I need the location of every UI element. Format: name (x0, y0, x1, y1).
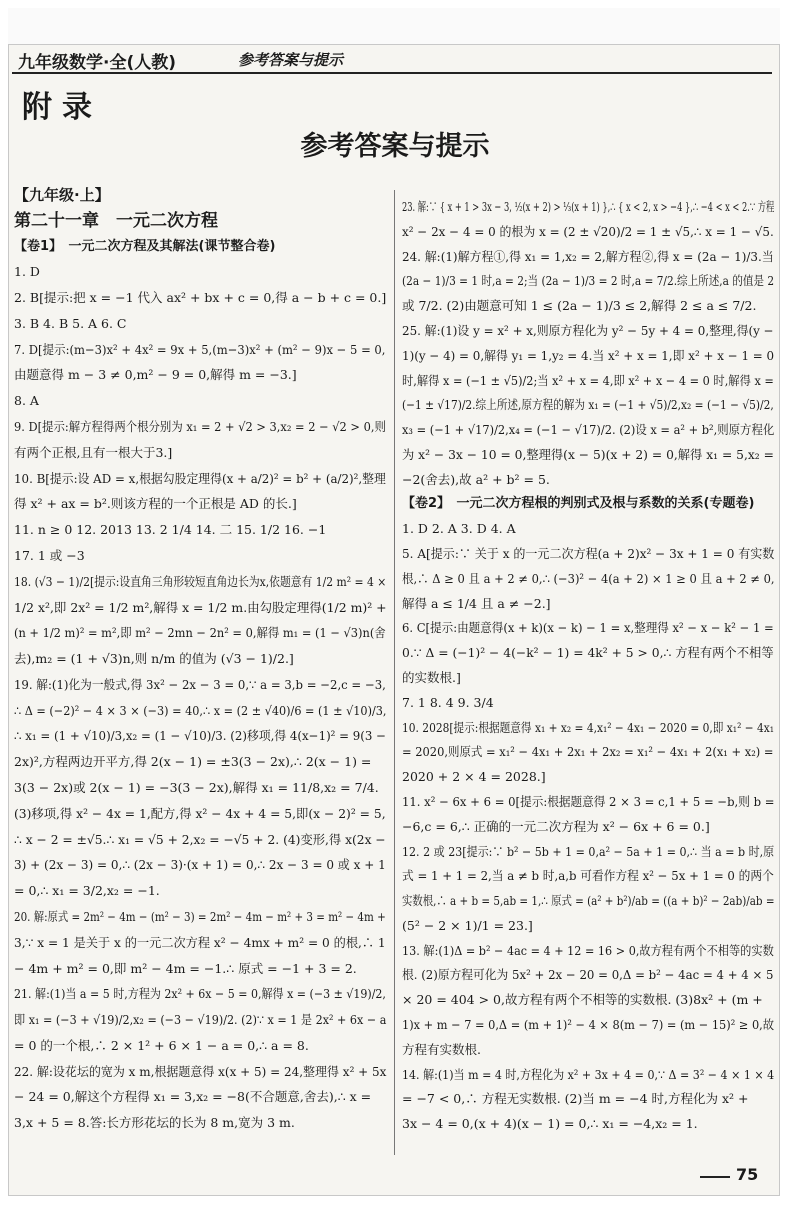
answer-line: = −7 < 0,∴ 方程无实数根. (2)当 m = −4 时,方程化为 x² + (402, 1091, 749, 1107)
answer-line: 解得 a ≤ 1/4 且 a ≠ −2.] (402, 595, 551, 611)
page-number-dash (700, 1176, 730, 1178)
answer-line: (−1 ± √17)/2.综上所述,原方程的解为 x₁ = (−1 + √5)/2,x₂ = (−1 − √5)/2, (402, 397, 774, 413)
answer-line: ∴ x₁ = (1 + √10)/3,x₂ = (1 − √10)/3. (2)移项,得 4(x−1)² = 9(3 − (14, 728, 387, 744)
top-strip (8, 8, 780, 44)
answer-line: 1)(y − 4) = 0,解得 y₁ = 1,y₂ = 4.当 x² + x = 1,即 x² + x − 1 = 0 (402, 347, 775, 363)
answer-line: 2020 + 2 × 4 = 2028.] (402, 769, 546, 785)
answer-line: 22. 解:设花坛的宽为 x m,根据题意得 x(x + 5) = 24,整理得 x² + 5x (14, 1063, 387, 1079)
answer-line: 23. 解:∵ { x + 1 > 3x − 3, ½(x + 2) > ⅓(x + 1) },∴ { x < 2, x > −4 },∴ −4 < x < 2.∵ 方程 (402, 199, 775, 214)
answer-line: 9. D[提示:解方程得两个根分别为 x₁ = 2 + √2 > 3,x₂ = 2 − √2 > 0,则 (14, 419, 386, 435)
answer-line: 14. 解:(1)当 m = 4 时,方程化为 x² + 3x + 4 = 0,∵ Δ = 3² − 4 × 1 × 4 (402, 1066, 775, 1082)
answer-line: 1. D 2. A 3. D 4. A (402, 521, 516, 537)
answer-line: 6. C[提示:由题意得(x + k)(x − k) − 1 = x,整理得 x² − x − k² − 1 = (402, 620, 774, 636)
answer-line: 得 x² + ax = b².则该方程的一个正根是 AD 的长.] (14, 496, 297, 512)
answer-line: 去),m₂ = (1 + √3)n,则 n/m 的值为 (√3 − 1)/2.] (14, 651, 294, 667)
section-heading: 【九年级·上】 (14, 186, 110, 204)
answer-line: 10. B[提示:设 AD = x,根据勾股定理得(x + a/2)² = b² + (a/2)²,整理 (14, 470, 386, 486)
answer-line: −6,c = 6,∴ 正确的一元二次方程为 x² − 6x + 6 = 0.] (402, 818, 710, 834)
answer-line: 7. 1 8. 4 9. 3/4 (402, 694, 494, 710)
answer-line: 10. 2028[提示:根据题意得 x₁ + x₂ = 4,x₁² − 4x₁ − 2020 = 0,即 x₁² − 4x₁ (402, 719, 775, 735)
answer-line: 即 x₁ = (−3 + √19)/2,x₂ = (−3 − √19)/2. (2)∵ x = 1 是 2x² + 6x − a (14, 1012, 387, 1028)
page-number: 75 (736, 1165, 759, 1184)
answer-line: 根. (2)原方程可化为 5x² + 2x − 20 = 0,Δ = b² − 4ac = 4 + 4 × 5 (402, 967, 774, 983)
answer-line: 方程有实数根. (402, 1041, 481, 1057)
section-heading: 【卷1】 一元二次方程及其解法(课节整合卷) (14, 238, 276, 254)
section-title: 参考答案与提示 (238, 51, 344, 69)
answer-line: 7. D[提示:(m−3)x² + 4x² = 9x + 5,(m−3)x² + (m² − 9)x − 5 = 0, (14, 341, 386, 357)
answer-line: 3,x + 5 = 8.答:长方形花坛的长为 8 m,宽为 3 m. (14, 1115, 295, 1131)
answer-line: 17. 1 或 −3 (14, 547, 85, 563)
answer-line: 24. 解:(1)解方程①,得 x₁ = 1,x₂ = 2,解方程②,得 x = (2a − 1)/3.当 (402, 248, 774, 264)
answer-line: 3) + (2x − 3) = 0,∴ (2x − 3)·(x + 1) = 0,∴ 2x − 3 = 0 或 x + 1 (14, 857, 386, 873)
answer-line: 2x)²,方程两边开平方,得 2(x − 1) = ±3(3 − 2x),∴ 2(x − 1) = (14, 754, 372, 770)
answer-line: 3. B 4. B 5. A 6. C (14, 315, 127, 331)
answer-line: 5. A[提示:∵ 关于 x 的一元二次方程(a + 2)x² − 3x + 1 = 0 有实数 (402, 546, 775, 562)
book-title: 九年级数学·全(人教) (18, 53, 176, 73)
answer-line: 19. 解:(1)化为一般式,得 3x² − 2x − 3 = 0,∵ a = 3,b = −2,c = −3, (14, 676, 386, 692)
answer-line: (3)移项,得 x² − 4x = 1,配方,得 x² − 4x + 4 = 5,即(x − 2)² = 5, (14, 805, 386, 821)
main-title: 参考答案与提示 (300, 131, 490, 162)
answer-line: x² − 2x − 4 = 0 的根为 x = (2 ± √20)/2 = 1 ± √5,∴ x = 1 − √5. (402, 223, 774, 239)
answer-line: 20. 解:原式 = 2m² − 4m − (m² − 3) = 2m² − 4m − m² + 3 = m² − 4m + (14, 908, 386, 924)
answer-line: = 0 的一个根,∴ 2 × 1² + 6 × 1 − a = 0,∴ a = 8. (14, 1037, 309, 1053)
section-heading: 【卷2】 一元二次方程根的判别式及根与系数的关系(专题卷) (402, 496, 755, 512)
answer-line: − 24 = 0,解这个方程得 x₁ = 3,x₂ = −8(不合题意,舍去),∴ x = (14, 1089, 372, 1105)
answer-line: 8. A (14, 393, 39, 409)
answer-line: (2a − 1)/3 = 1 时,a = 2;当 (2a − 1)/3 = 2 时,a = 7/2.综上所述,a 的值是 2 (402, 273, 775, 289)
answer-line: 式 = 1 + 1 = 2,当 a ≠ b 时,a,b 可看作方程 x² − 5x + 1 = 0 的两个 (402, 868, 774, 884)
answer-line: 13. 解:(1)Δ = b² − 4ac = 4 + 12 = 16 > 0,故方程有两个不相等的实数 (402, 942, 774, 958)
answer-line: 为 x² − 3x − 10 = 0,整理得(x − 5)(x + 2) = 0,解得 x₁ = 5,x₂ = (402, 446, 774, 462)
answer-line: 或 7/2. (2)由题意可知 1 ≤ (2a − 1)/3 ≤ 2,解得 2 ≤ a ≤ 7/2. (402, 298, 757, 314)
answer-line: 1. D (14, 264, 40, 280)
answer-line: 11. x² − 6x + 6 = 0[提示:根据题意得 2 × 3 = c,1 + 5 = −b,则 b = (402, 793, 775, 809)
column-divider (394, 190, 395, 1155)
answer-line: = 0,∴ x₁ = 3/2,x₂ = −1. (14, 883, 160, 899)
answer-line: 3x − 4 = 0,(x + 4)(x − 1) = 0,∴ x₁ = −4,x₂ = 1. (402, 1116, 698, 1132)
answer-line: 18. (√3 − 1)/2[提示:设直角三角形较短直角边长为x,依题意有 1/2 m² = 4 × (14, 573, 387, 589)
answer-line: 2. B[提示:把 x = −1 代入 ax² + bx + c = 0,得 a − b + c = 0.] (14, 290, 387, 306)
answer-line: ∴ x − 2 = ±√5.∴ x₁ = √5 + 2,x₂ = −√5 + 2. (4)变形,得 x(2x − (14, 831, 386, 847)
answer-line: (5² − 2 × 1)/1 = 23.] (402, 917, 533, 933)
appendix-heading: 附录 (22, 90, 102, 125)
answer-line: 实数根,∴ a + b = 5,ab = 1,∴ 原式 = (a² + b²)/ab = ((a + b)² − 2ab)/ab = (402, 893, 775, 909)
answer-line: = 2020,则原式 = x₁² − 4x₁ + 2x₁ + 2x₂ = x₁² − 4x₁ + 2(x₁ + x₂) = (402, 744, 774, 760)
answer-line: 0.∵ Δ = (−1)² − 4(−k² − 1) = 4k² + 5 > 0,∴ 方程有两个不相等 (402, 645, 774, 661)
answer-line: 11. n ≥ 0 12. 2013 13. 2 1/4 14. 二 15. 1/2 16. −1 (14, 522, 327, 538)
answer-line: 1)x + m − 7 = 0,Δ = (m + 1)² − 4 × 8(m − 7) = (m − 15)² ≥ 0,故 (402, 1017, 775, 1033)
answer-line: 3(3 − 2x)或 2(x − 1) = −3(3 − 2x),解得 x₁ = 11/8,x₂ = 7/4. (14, 780, 379, 796)
answer-line: −2(舍去),故 a² + b² = 5. (402, 471, 550, 487)
running-header (12, 46, 772, 74)
answer-line: (n + 1/2 m)² = m²,即 m² − 2mn − 2n² = 0,解得 m₁ = (1 − √3)n(舍 (14, 625, 386, 641)
section-heading: 第二十一章 一元二次方程 (14, 210, 218, 231)
answer-line: 3,∵ x = 1 是关于 x 的一元二次方程 x² − 4mx + m² = 0 的根,∴ 1 (14, 934, 386, 950)
answer-line: 由题意得 m − 3 ≠ 0,m² − 9 = 0,解得 m = −3.] (14, 367, 297, 383)
answer-line: ∴ Δ = (−2)² − 4 × 3 × (−3) = 40,∴ x = (2 ± √40)/6 = (1 ± √10)/3, (14, 702, 387, 718)
answer-line: 的实数根.] (402, 670, 461, 685)
answer-line: 有两个正根,且有一根大于3.] (14, 444, 173, 460)
answer-line: 21. 解:(1)当 a = 5 时,方程为 2x² + 6x − 5 = 0,解得 x = (−3 ± √19)/2, (14, 986, 386, 1002)
answer-line: × 20 = 404 > 0,故方程有两个不相等的实数根. (3)8x² + (m + (402, 992, 763, 1008)
answer-line: 根,∴ Δ ≥ 0 且 a + 2 ≠ 0,∴ (−3)² − 4(a + 2) × 1 ≥ 0 且 a + 2 ≠ 0, (402, 570, 775, 586)
answer-line: 25. 解:(1)设 y = x² + x,则原方程化为 y² − 5y + 4 = 0,整理,得(y − (402, 322, 774, 338)
answer-line: − 4m + m² = 0,即 m² − 4m = −1.∴ 原式 = −1 + 3 = 2. (14, 960, 357, 976)
answer-line: 时,解得 x = (−1 ± √5)/2;当 x² + x = 4,即 x² + x − 4 = 0 时,解得 x = (402, 372, 774, 388)
answer-line: 12. 2 或 23[提示:∵ b² − 5b + 1 = 0,a² − 5a + 1 = 0,∴ 当 a = b 时,原 (402, 843, 775, 859)
answer-line: x₃ = (−1 + √17)/2,x₄ = (−1 − √17)/2. (2)设 x = a² + b²,则原方程化 (402, 422, 775, 438)
answer-line: 1/2 x²,即 2x² = 1/2 m²,解得 x = 1/2 m.由勾股定理得(1/2 m)² + (14, 599, 387, 615)
